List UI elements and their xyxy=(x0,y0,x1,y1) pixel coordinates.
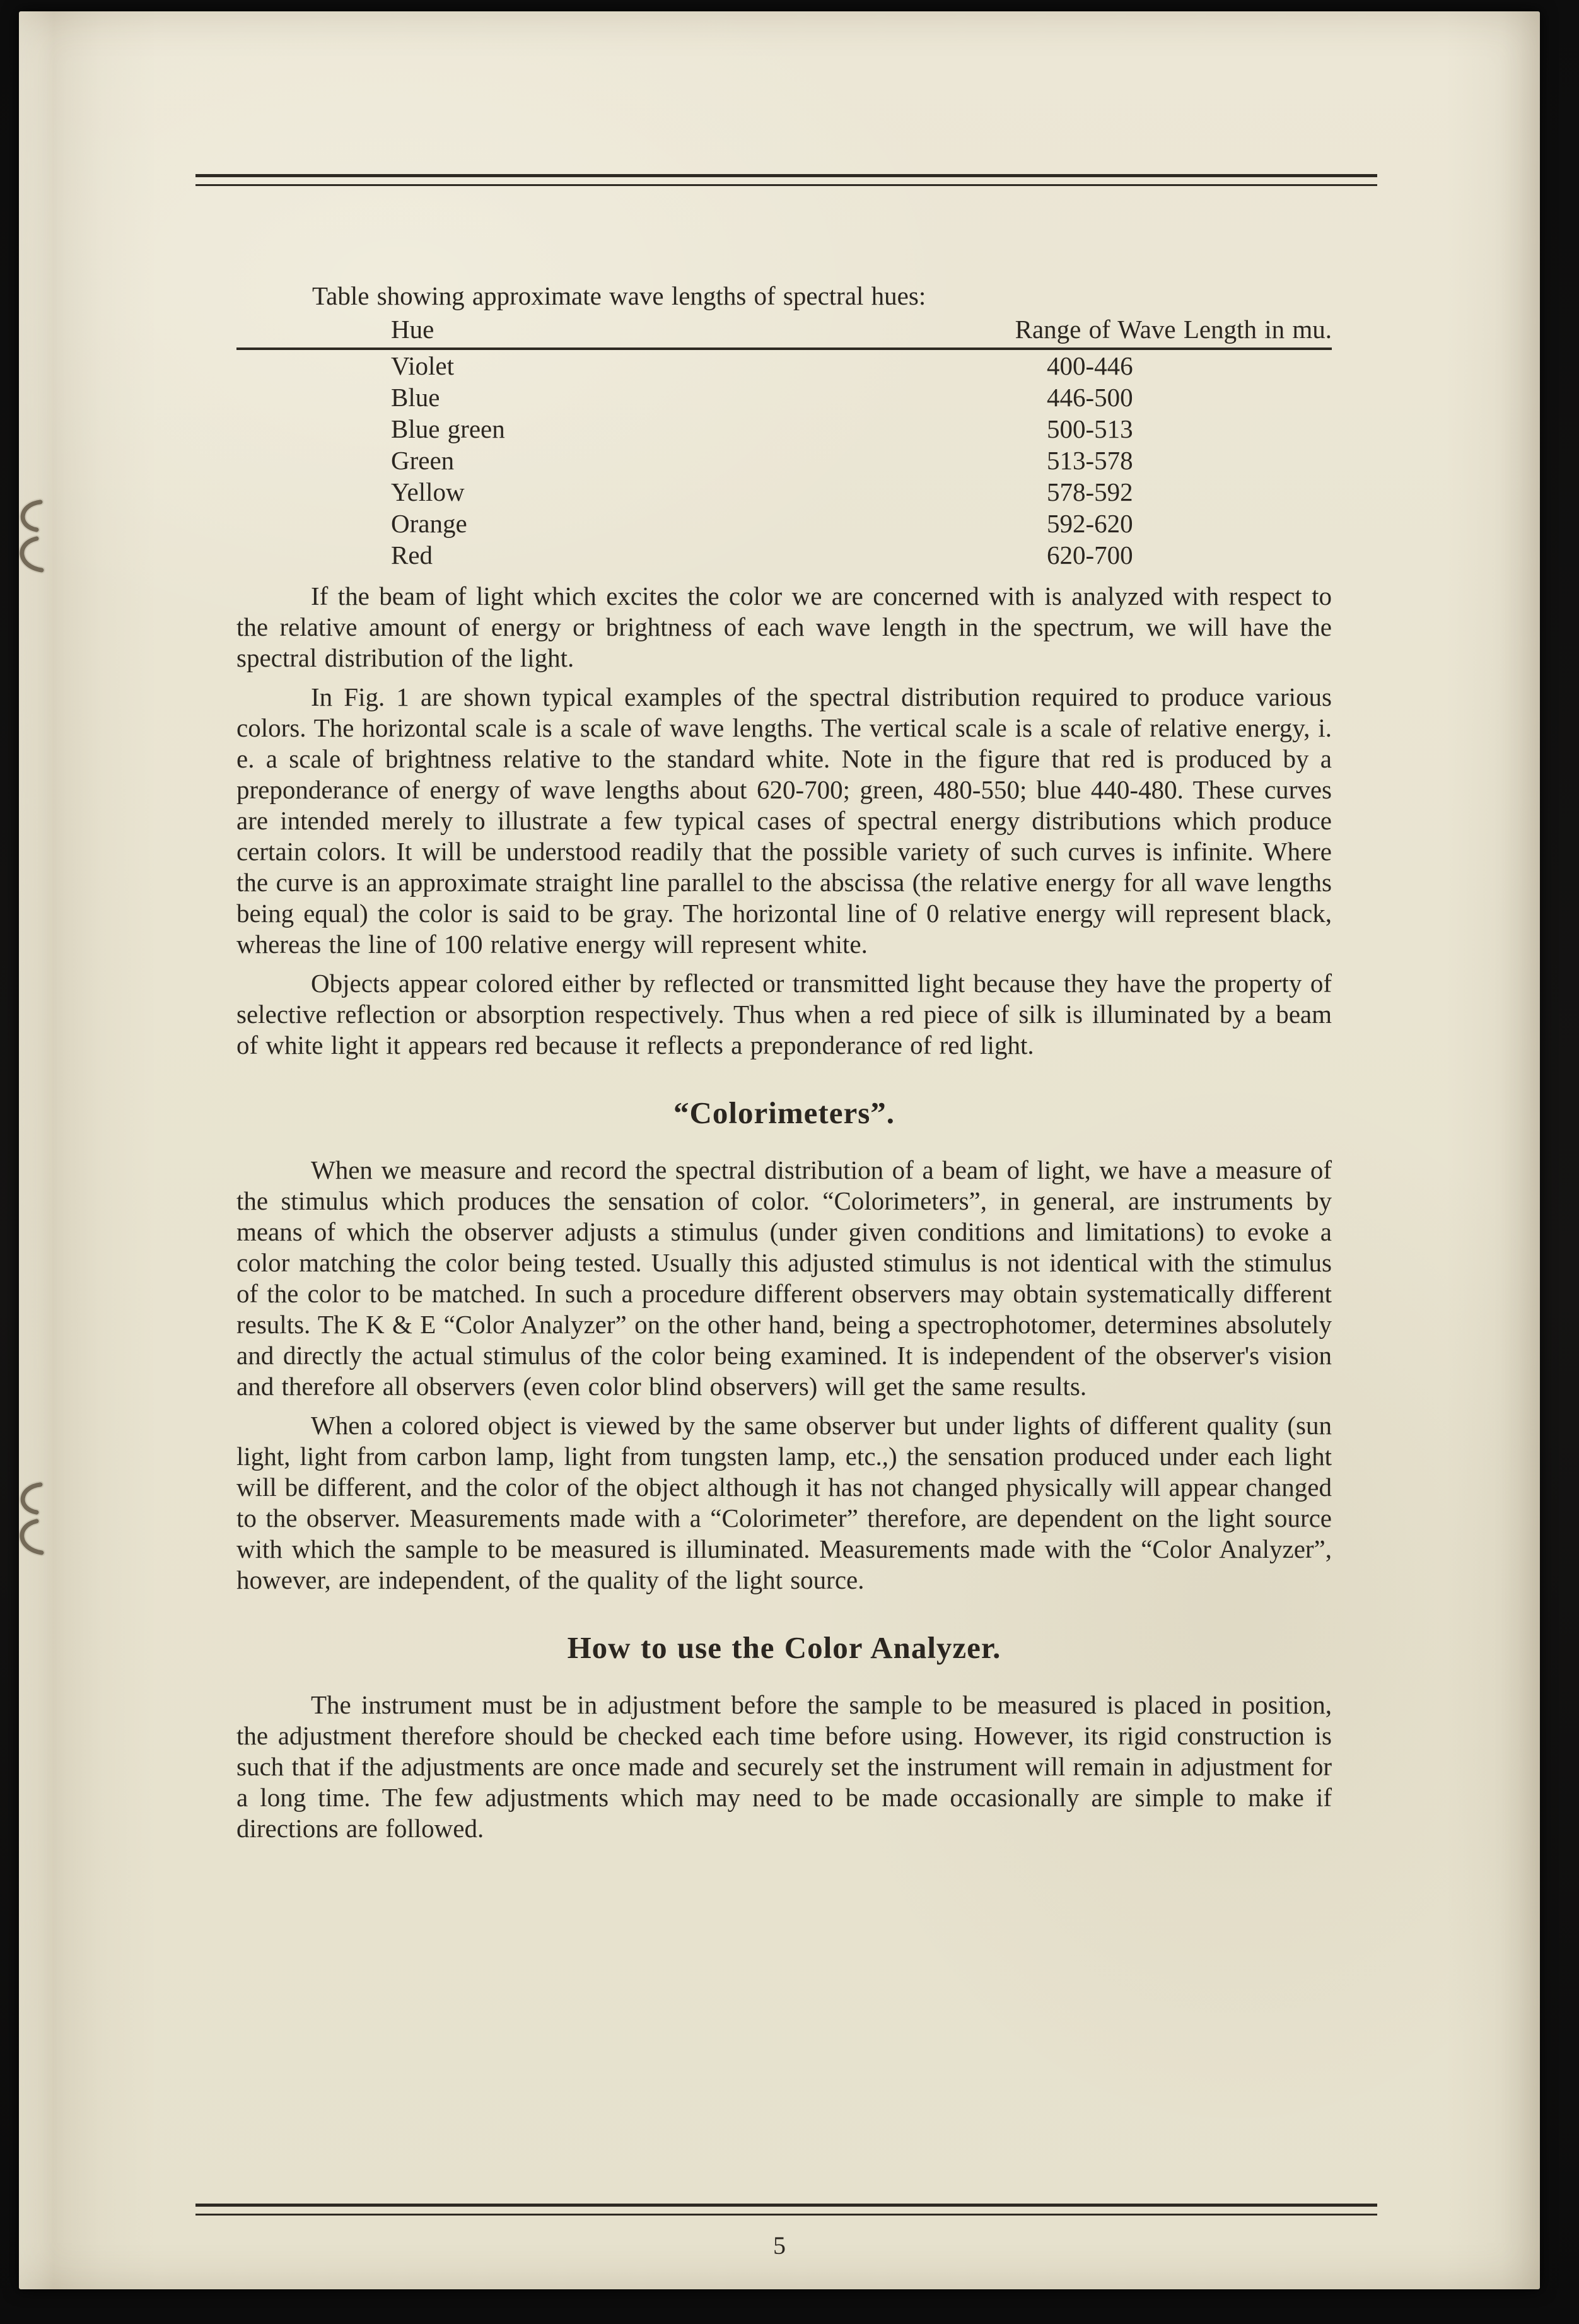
table-row xyxy=(236,508,1332,539)
table-row xyxy=(236,350,1332,382)
page-footer xyxy=(19,2216,1540,2289)
section-heading-how-to-use: How to use the Color Analyzer. xyxy=(567,1630,1001,1665)
body-paragraph: The instrument must be in adjustment before the sample to be measured is placed in position, the adjustment therefore should be checked each time before using. However, its rigid construction is such that if the adjustments are once made and securely set the instrument will remain in adjustment for a long time. The few adjustments which may need to be made occasionally are simple to make if directions are followed. xyxy=(236,1690,1332,1843)
table-row xyxy=(236,476,1332,508)
column-header-range: Range of Wave Length in mu. xyxy=(1015,315,1332,344)
binding-staple-icon xyxy=(14,1481,48,1558)
range-cell: 578-592 xyxy=(1047,477,1133,506)
hue-cell: Orange xyxy=(391,509,467,538)
table-body xyxy=(236,350,1332,571)
double-rule-bottom xyxy=(195,2204,1377,2216)
section-heading-colorimeters: “Colorimeters”. xyxy=(673,1095,895,1130)
binding-staple-icon xyxy=(14,498,48,575)
body-paragraph: When a colored object is viewed by the same observer but under lights of different quality (sun light, light from carbon lamp, light from tungsten lamp, etc.,) the sensation produced under each light will be different, and the color of the object although it has not changed physically will appear changed to the observer. Measurements made with a “Colorimeter” therefore, are dependent on the light source with which the sample to be measured is illuminated. Measurements made with the “Color Analyzer”, however, are independent, of the quality of the light source. xyxy=(236,1411,1332,1594)
body-paragraph: When we measure and record the spectral distribution of a beam of light, we have a measure of the stimulus which produces the sensation of color. “Colorimeters”, in general, are instruments by means of which the observer adjusts a stimulus (under given conditions and limitations) to evoke a color matching the color being tested. Usually this adjusted stimulus is not identical with the stimulus of the color to be matched. In such a procedure different observers may obtain systematically different results. The K & E “Color Analyzer” on the other hand, being a spectrophotomer, determines absolutely and directly the actual stimulus of the color being examined. It is independent of the observer's vision and therefore all observers (even color blind observers) will get the same results. xyxy=(236,1155,1332,1401)
hue-cell: Violet xyxy=(391,351,455,380)
body-paragraph: Objects appear colored either by reflected or transmitted light because they have the property of selective reflection or absorption respectively. Thus when a red piece of silk is illuminated by a beam of white light it appears red because it reflects a preponderance of red light. xyxy=(236,969,1332,1060)
table-row xyxy=(236,445,1332,476)
table-row xyxy=(236,539,1332,571)
hue-cell: Blue xyxy=(391,383,440,412)
range-cell: 500-513 xyxy=(1047,414,1133,443)
hue-cell: Yellow xyxy=(391,477,465,506)
spectral-hue-table xyxy=(236,314,1332,571)
hue-cell: Green xyxy=(391,446,455,475)
column-header-hue: Hue xyxy=(391,315,434,344)
page-number: 5 xyxy=(773,2231,786,2260)
hue-cell: Red xyxy=(391,540,433,569)
hue-cell: Blue green xyxy=(391,414,505,443)
range-cell: 513-578 xyxy=(1047,446,1133,475)
table-caption: Table showing approximate wave lengths of spectral hues: xyxy=(312,281,926,310)
page-content xyxy=(236,281,1332,1852)
table-row xyxy=(236,413,1332,445)
range-cell: 592-620 xyxy=(1047,509,1133,538)
page-scan xyxy=(19,11,1540,2289)
table-row xyxy=(236,382,1332,413)
table-header-row xyxy=(236,314,1332,350)
body-paragraph: If the beam of light which excites the color we are concerned with is analyzed with respect to the relative amount of energy or brightness of each wave length in the spectrum, we will have the spectral distribution of the light. xyxy=(236,581,1332,672)
range-cell: 620-700 xyxy=(1047,540,1133,569)
range-cell: 400-446 xyxy=(1047,351,1133,380)
double-rule-top xyxy=(195,174,1377,186)
body-paragraph: In Fig. 1 are shown typical examples of the spectral distribution required to produce various colors. The horizontal scale is a scale of wave lengths. The vertical scale is a scale of relative energy, i. e. a scale of brightness relative to the standard white. Note in the figure that red is produced by a preponderance of energy of wave lengths about 620-700; green, 480-550; blue 440-480. These curves are intended merely to illustrate a few typical cases of spectral energy distributions which produce certain colors. It will be understood readily that the possible variety of such curves is infinite. Where the curve is an approximate straight line parallel to the abscissa (the relative energy for all wave lengths being equal) the color is said to be gray. The horizontal line of 0 relative energy will represent black, whereas the line of 100 relative energy will represent white. xyxy=(236,682,1332,959)
range-cell: 446-500 xyxy=(1047,383,1133,412)
